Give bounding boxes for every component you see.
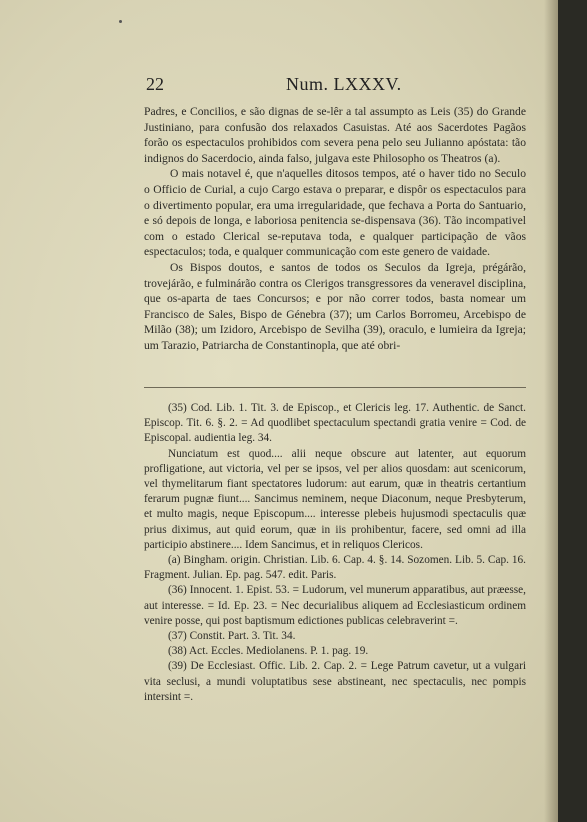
paragraph: Padres, e Concilios, e são dignas de se-lêr a tal assumpto as Leis (35) do Grande Justiniano, para confusão dos relaxados Casuistas. Até aos Sacerdotes Pagãos forão os espectaculos prohibidos com severa pena pelo seu Julianno apóstata: tão indignos do Sacerdocio, ainda falso, julgava este Philosopho os Theatros (a).: [144, 105, 526, 165]
paragraph: Os Bispos doutos, e santos de todos os Seculos da Igreja, prégárão, trovejárão, e fulminárão contra os Clerigos transgressores da veneravel disciplina, que os-aparta de taes Concursos; e por não correr todos, basta nomear um Francisco de Sales, Bispo de Génebra (37); um Carlos Borromeu, Arcebispo de Milão (38); um Izidoro, Arcebispo de Sevilha (39), oraculo, e lumieira da Igreja; um Tarazio, Patriarcha de Constantinopla, que até obri-: [144, 260, 526, 352]
ink-speck: [119, 20, 122, 23]
paragraph: O mais notavel é, que n'aquelles ditosos tempos, até o haver tido no Seculo o Officio de Curial, a cujo Cargo estava o preparar, e dispôr os espectaculos para o divertimento popular, era uma irregularidade, que fechava a Porta do Santuario, e só depois de longa, e laboriosa penitencia se-dispensava (36). Tão incompativel com o estado Clerical se-reputava toda, e qualquer participação de vãos espectaculos; toda, e qualquer communicação com este genero de vaidade.: [144, 167, 526, 259]
footnote: (35) Cod. Lib. 1. Tit. 3. de Episcop., et Clericis leg. 17. Authentic. de Sanct. Episcop. Tit. 6. §. 2. = Ad quodlibet spectaculum spectandi gratia venire = Cod. de Episcopal. audientia leg. 34.: [144, 402, 526, 445]
running-title: Num. LXXXV.: [286, 74, 402, 94]
page-header: [146, 74, 526, 98]
main-text: [144, 104, 526, 354]
footnote: (39) De Ecclesiast. Offic. Lib. 2. Cap. 2. = Lege Patrum cavetur, ut a vulgari vita seclusi, a mundi voluptatibus sese abstineant, nec spectaculis, nec pompis intersint =.: [144, 660, 526, 703]
footnote: (a) Bingham. origin. Christian. Lib. 6. Cap. 4. §. 14. Sozomen. Lib. 5. Cap. 16. Fragment. Julian. Ep. pag. 547. edit. Paris.: [144, 554, 526, 582]
page-edge-shadow: [544, 0, 558, 822]
footnote: (36) Innocent. 1. Epist. 53. = Ludorum, vel munerum apparatibus, aut præesse, aut interesse. = Id. Ep. 23. = Nec decurialibus aliquem ad Ecclesiasticum ordinem venire posse, qui post baptismum edictiones publicas celebraverint =.: [144, 584, 526, 627]
page-number: 22: [146, 74, 164, 94]
footnote: (37) Constit. Part. 3. Tit. 34.: [168, 630, 296, 643]
footnote: Nunciatum est quod.... alii neque obscure aut latenter, aut equorum profligatione, aut victoria, vel per se ipsos, vel per alios quosdam: aut scenicorum, vel thymelitarum fiant spectatores ludorum: aut earum, quæ in theatris certantium ferarum pugnæ fiunt.... Sancimus neminem, neque Diaconum, neque Presbyterum, et multo magis, neque Episcopum.... interesse plebeis hujusmodi spectaculis quæ prius diximus, aut quid eorum, quæ in iis prohibentur, facere, sed omni ad illa participio abstinere.... Idem Sancimus, et in reliquos Clericos.: [144, 447, 526, 551]
footnote-divider: [144, 387, 526, 388]
footnotes: [144, 401, 526, 705]
footnote: (38) Act. Eccles. Mediolanens. P. 1. pag. 19.: [168, 645, 369, 658]
